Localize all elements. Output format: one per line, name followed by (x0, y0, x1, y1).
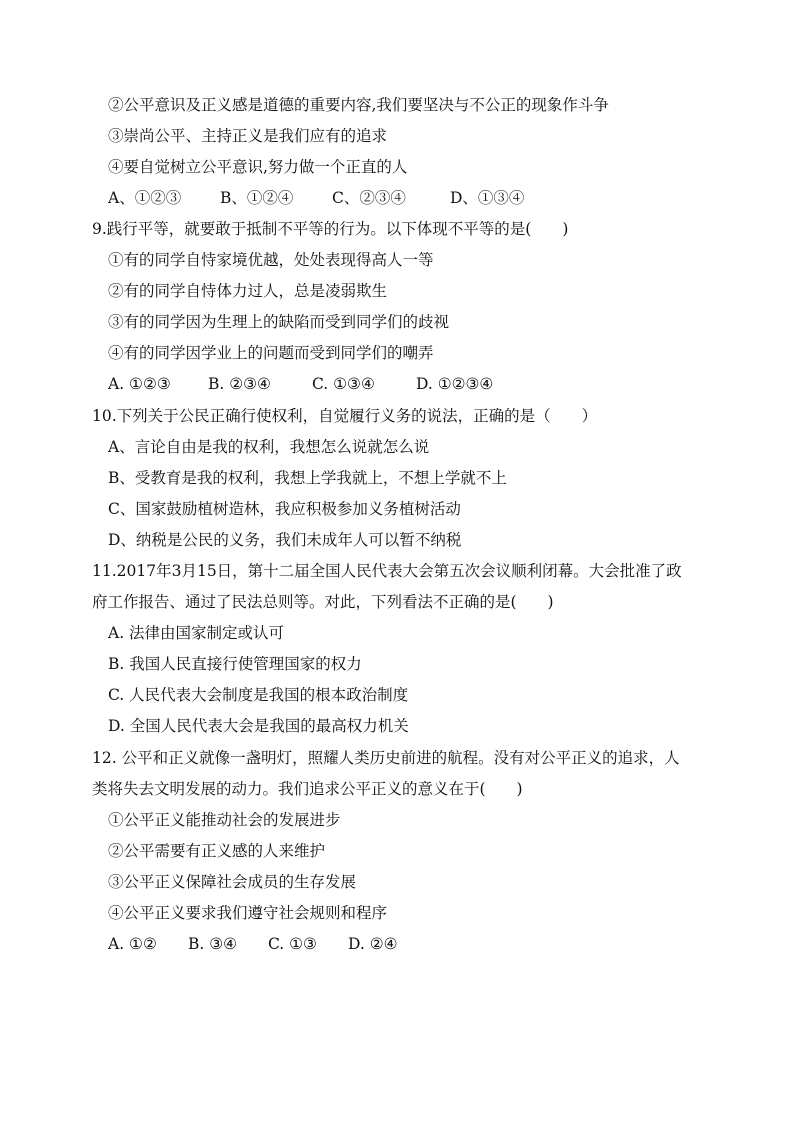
q12-item-3: ③公平正义保障社会成员的生存发展 (108, 873, 357, 891)
q9-item-3: ③有的同学因为生理上的缺陷而受到同学们的歧视 (108, 313, 450, 331)
q12-option-b: B. ③④ (188, 935, 238, 953)
q10-option-b: B、受教育是我的权利，我想上学我就上，不想上学就不上 (108, 469, 507, 487)
q12-option-d: D. ②④ (348, 935, 398, 953)
q8-option-a: A、①②③ (108, 189, 182, 207)
q12-option-a: A. ①② (108, 935, 157, 953)
q12-item-2: ②公平需要有正义感的人来维护 (108, 842, 326, 860)
q9-option-c: C. ①③④ (312, 375, 375, 393)
q8-item-3: ③崇尚公平、主持正义是我们应有的追求 (108, 127, 388, 145)
q11-stem-line-2: 府工作报告、通过了民法总则等。对此，下列看法不正确的是( ) (92, 593, 554, 611)
q12-stem-line-2: 类将失去文明发展的动力。我们追求公平正义的意义在于( ) (92, 780, 523, 798)
q9-item-4: ④有的同学因学业上的问题而受到同学们的嘲弄 (108, 344, 434, 362)
q11-option-d: D. 全国人民代表大会是我国的最高权力机关 (108, 717, 409, 735)
q10-stem: 10.下列关于公民正确行使权利，自觉履行义务的说法，正确的是（ ） (92, 407, 598, 425)
q12-item-4: ④公平正义要求我们遵守社会规则和程序 (108, 904, 388, 922)
q9-option-b: B. ②③④ (208, 375, 271, 393)
q8-option-c: C、②③④ (332, 189, 406, 207)
q8-options (108, 188, 524, 208)
q10-option-d: D、纳税是公民的义务，我们未成年人可以暂不纳税 (108, 531, 462, 549)
q8-item-4: ④要自觉树立公平意识,努力做一个正直的人 (108, 158, 408, 176)
q8-option-b: B、①②④ (220, 189, 294, 207)
q9-option-d: D. ①②③④ (416, 375, 494, 393)
q9-option-a: A. ①②③ (108, 375, 171, 393)
q12-option-c: C. ①③ (268, 935, 317, 953)
q8-option-d: D、①③④ (450, 189, 525, 207)
q12-item-1: ①公平正义能推动社会的发展进步 (108, 811, 341, 829)
q9-item-2: ②有的同学自恃体力过人，总是凌弱欺生 (108, 282, 388, 300)
q9-stem: 9.践行平等，就要敢于抵制不平等的行为。以下体现不平等的是( ) (92, 220, 569, 238)
q10-option-a: A、言论自由是我的权利，我想怎么说就怎么说 (108, 438, 430, 456)
q11-stem-line-1: 11.2017年3月15日，第十二届全国人民代表大会第五次会议顺利闭幕。大会批准了政 (92, 562, 682, 580)
q12-stem-line-1: 12. 公平和正义就像一盏明灯，照耀人类历史前进的航程。没有对公平正义的追求，人 (92, 749, 680, 767)
q9-item-1: ①有的同学自恃家境优越，处处表现得高人一等 (108, 251, 434, 269)
q11-option-c: C. 人民代表大会制度是我国的根本政治制度 (108, 686, 409, 704)
q10-option-c: C、国家鼓励植树造林，我应积极参加义务植树活动 (108, 500, 461, 518)
q8-item-2: ②公平意识及正义感是道德的重要内容,我们要坚决与不公正的现象作斗争 (108, 96, 609, 114)
q11-option-b: B. 我国人民直接行使管理国家的权力 (108, 655, 362, 673)
q11-option-a: A. 法律由国家制定或认可 (108, 624, 285, 642)
q12-options (108, 934, 398, 954)
q9-options (108, 374, 493, 394)
